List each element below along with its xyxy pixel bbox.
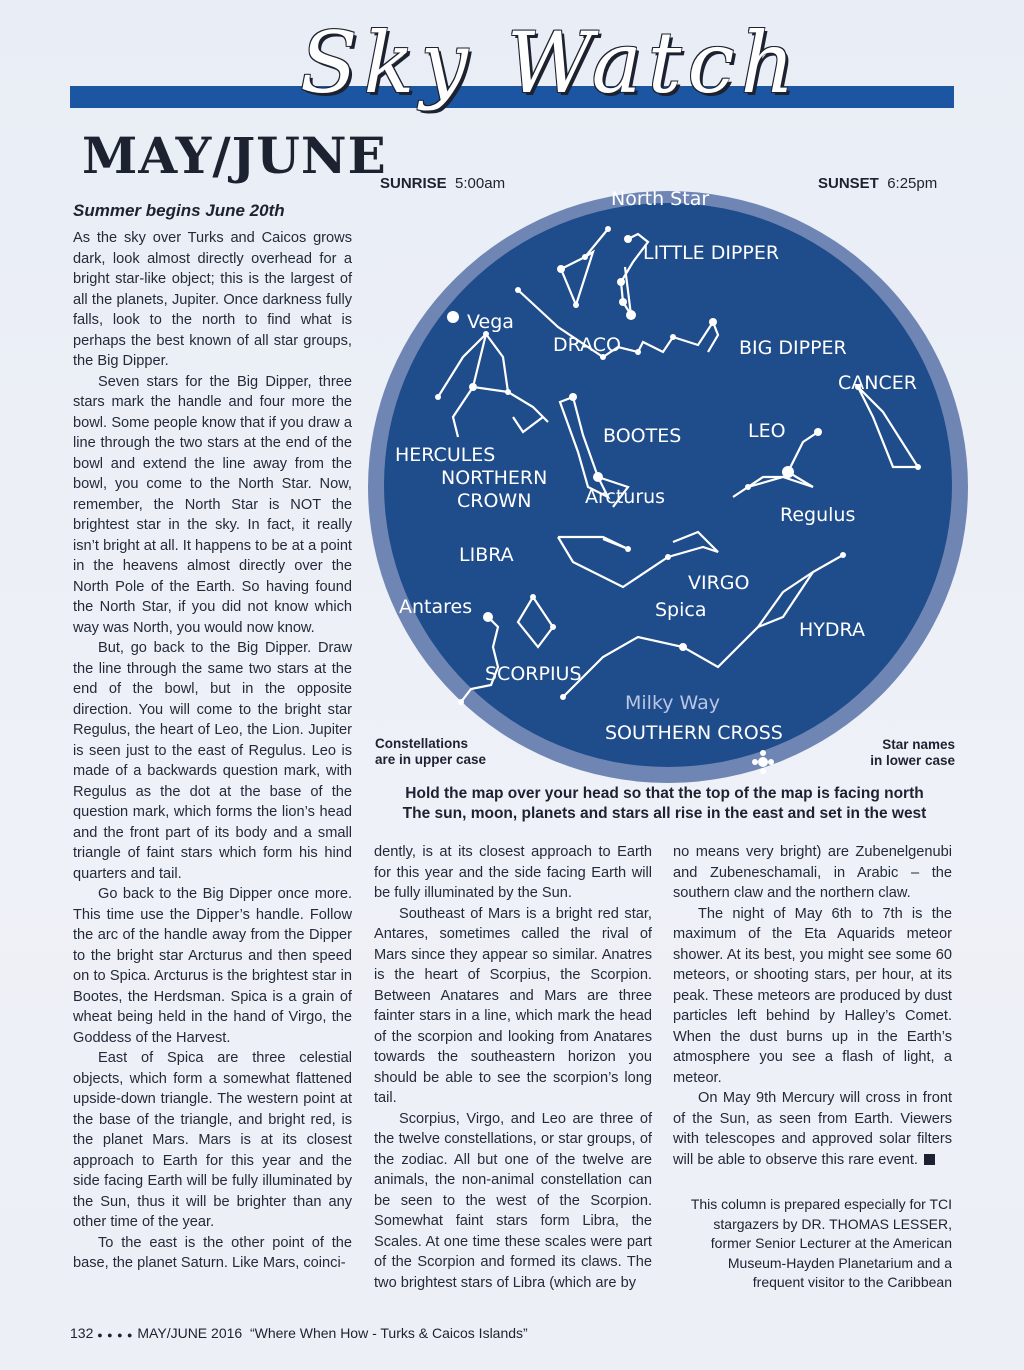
paragraph: Seven stars for the Big Dipper, three stars mark the handle and four more the bowl. Some people know that if you draw a line through the two stars at the end of the bowl and extend the line away from the bowl, you come to the North Star. Now, remember, the North Star is NOT the brightest star in the sky. In fact, it really isn’t bright at all. It happens to be at a point in the heavens almost directly over the North Pole of the Earth. So having found the North Star, if you did not know which way was North, you would now know.	[73, 373, 352, 636]
note-line: are in upper case	[375, 752, 487, 767]
paragraph: East of Spica are three celestial objects, which form a somewhat flattened upside-down triangle. The western point at the base of the triangle, and bright red, is the planet Mars. Mars is at its closest approach to Earth for this year and the side facing Earth will be fully illuminated by the Sun, thus it will be brighter than any other time of the year.	[73, 1050, 352, 1230]
label-spica: Spica	[655, 599, 707, 621]
label-bootes: BOOTES	[603, 425, 682, 447]
label-hercules: HERCULES	[395, 444, 496, 466]
map-instructions	[372, 784, 957, 824]
note-line: Star names	[882, 737, 955, 752]
label-cancer: CANCER	[838, 372, 917, 394]
label-north-star: North Star	[611, 188, 710, 210]
column-2	[374, 842, 652, 1293]
sunrise-label: SUNRISE	[380, 175, 447, 192]
label-regulus: Regulus	[780, 504, 856, 526]
article-subtitle: Summer begins June 20th	[73, 201, 285, 220]
end-mark-icon	[924, 1154, 935, 1165]
label-vega: Vega	[467, 311, 514, 333]
label-leo: LEO	[748, 420, 786, 442]
label-southern-cross: SOUTHERN CROSS	[605, 722, 783, 744]
instruction-line: Hold the map over your head so that the top of the map is facing north	[405, 785, 924, 802]
note-line: in lower case	[870, 753, 955, 768]
label-big-dipper: BIG DIPPER	[739, 337, 847, 359]
paragraph: no means very bright) are Zubenelgenubi and Zubeneschamali, in Arabic – the southern claw and the northern claw.	[673, 844, 952, 901]
label-crown: CROWN	[457, 490, 532, 512]
page-footer	[70, 1325, 528, 1341]
label-arcturus: Arcturus	[585, 486, 666, 508]
column-3	[673, 842, 952, 1170]
issue-heading: MAY/JUNE	[82, 126, 387, 185]
footer-dots: ● ● ● ●	[97, 1330, 134, 1340]
map-note-left	[375, 736, 486, 768]
label-scorpius: SCORPIUS	[485, 663, 582, 685]
paragraph: But, go back to the Big Dipper. Draw the line through the same two stars at the end of the bowl, but in the opposite direction. You will come to the bright star Regulus, the heart of Leo, the Lion. Jupiter is seen just to the east of Regulus. Leo is made of a backwards question mark, with Regulus as the dot at the base of the question mark, which forms the lion’s head and the front part of its body and a small triangle of faint stars which form his hind quarters and tail.	[73, 640, 352, 882]
map-note-right	[850, 737, 955, 769]
label-milky-way: Milky Way	[625, 692, 721, 714]
column-1	[73, 228, 352, 1274]
author-credit: This column is prepared especially for TCI stargazers by DR. THOMAS LESSER, former Senior Lecturer at the American Museum-Hayden Planetarium and a frequent visitor to the Caribbean	[690, 1196, 952, 1290]
page-number: 132	[70, 1325, 94, 1341]
label-antares: Antares	[399, 596, 473, 618]
sunset-time: 6:25pm	[887, 175, 938, 192]
footer-publication: “Where When How - Turks & Caicos Islands”	[249, 1325, 528, 1341]
label-virgo: VIRGO	[688, 572, 750, 594]
paragraph: To the east is the other point of the base, the planet Saturn. Like Mars, coinci-	[73, 1234, 352, 1271]
footer-issue: MAY/JUNE 2016	[137, 1325, 243, 1341]
label-little-dipper: LITTLE DIPPER	[643, 242, 780, 264]
star-map	[363, 187, 973, 787]
label-libra: LIBRA	[459, 544, 514, 566]
sunset-label: SUNSET	[818, 175, 879, 192]
paragraph: As the sky over Turks and Caicos grows dark, look almost directly overhead for a bright star-like object; this is the largest of all the planets, Jupiter. Once darkness fully falls, look to the north to find what is perhaps the best known of all star groups, the Big Dipper.	[73, 230, 352, 369]
label-draco: DRACO	[553, 334, 621, 356]
label-hydra: HYDRA	[799, 619, 865, 641]
paragraph-text: On May 9th Mercury will cross in front of the Sun, as seen from Earth. Viewers with telescopes and approved solar filters will be able to observe this rare event.	[673, 1090, 952, 1168]
label-northern: NORTHERN	[441, 467, 548, 489]
sunrise-time: 5:00am	[455, 175, 506, 192]
paragraph	[673, 1088, 952, 1170]
page-title: Sky Watch	[300, 14, 801, 112]
paragraph: Scorpius, Virgo, and Leo are three of the twelve constellations, or star groups, of the zodiac. All but one of the twelve are animals, the non-animal constellation can be seen to the west of the Scorpion. Somewhat faint stars form Libra, the Scales. At one time these scales were part of the Scorpion and formed its claws. The two brightest stars of Libra (which are by	[374, 1110, 652, 1291]
paragraph: dently, is at its closest approach to Earth for this year and the side facing Earth will be fully illuminated by the Sun.	[374, 844, 652, 901]
instruction-line: The sun, moon, planets and stars all rise in the east and set in the west	[402, 805, 927, 822]
paragraph: Go back to the Big Dipper once more. This time use the Dipper’s handle. Follow the arc of the handle away from the Dipper to the bright star Arcturus and then speed on to Spica. Arcturus is the brightest star in Bootes, the Herdsman. Spica is a grain of wheat being held in the hand of Virgo, the Goddess of the Harvest.	[73, 886, 352, 1046]
paragraph: The night of May 6th to 7th is the maximum of the Eta Aquarids meteor shower. At its best, you might see some 60 meteors, or shooting stars, per hour, at its peak. These meteors are produced by dust particles left behind by Halley’s Comet. When the dust burns up in the Earth’s atmosphere you see a flash of light, a meteor.	[673, 905, 952, 1086]
paragraph: Southeast of Mars is a bright red star, Antares, sometimes called the rival of Mars since they appear so similar. Anatres is the heart of Scorpius, the Scorpion. Between Anatares and Mars are three fainter stars in a line, which mark the head of the scorpion and looking from Anatares towards the southeastern horizon you should be able to see the scorpion’s long tail.	[374, 905, 652, 1106]
note-line: Constellations	[375, 736, 469, 751]
